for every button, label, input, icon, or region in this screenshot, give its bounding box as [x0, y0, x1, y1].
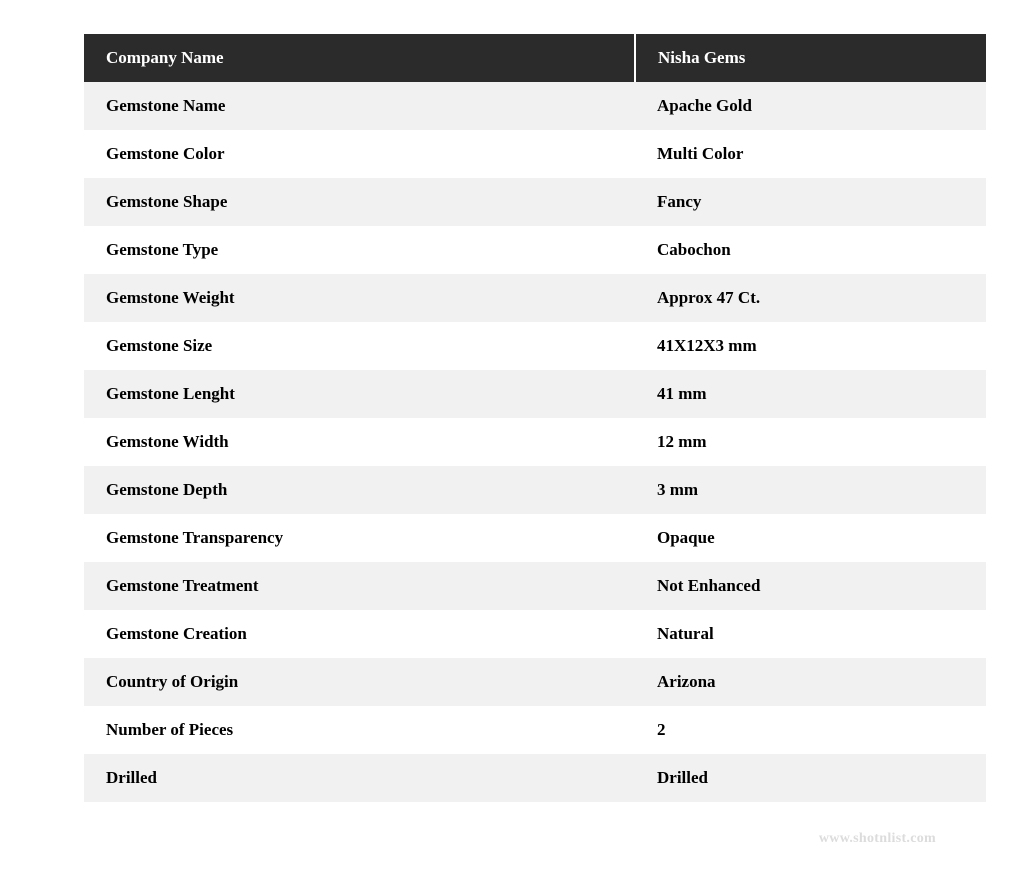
row-label-cell: Gemstone Weight: [84, 274, 635, 322]
table-row: [84, 562, 986, 610]
row-value-cell: Natural: [635, 610, 986, 658]
table-row: [84, 322, 986, 370]
table-row: [84, 226, 986, 274]
table-row: [84, 514, 986, 562]
row-label-cell: Gemstone Transparency: [84, 514, 635, 562]
row-label-cell: Gemstone Name: [84, 82, 635, 130]
row-value-cell: 3 mm: [635, 466, 986, 514]
row-label-cell: Gemstone Size: [84, 322, 635, 370]
row-value-cell: Drilled: [635, 754, 986, 802]
row-value-cell: Multi Color: [635, 130, 986, 178]
table-row: [84, 370, 986, 418]
table-row: [84, 610, 986, 658]
table-row: [84, 274, 986, 322]
row-value-cell: 41 mm: [635, 370, 986, 418]
row-value-cell: Opaque: [635, 514, 986, 562]
header-label-cell: Company Name: [84, 34, 635, 82]
row-label-cell: Gemstone Width: [84, 418, 635, 466]
table-row: [84, 754, 986, 802]
row-value-cell: 2: [635, 706, 986, 754]
table-header-row: [84, 34, 986, 82]
table-row: [84, 82, 986, 130]
row-value-cell: Apache Gold: [635, 82, 986, 130]
row-label-cell: Gemstone Creation: [84, 610, 635, 658]
table-row: [84, 130, 986, 178]
row-value-cell: 12 mm: [635, 418, 986, 466]
row-label-cell: Gemstone Color: [84, 130, 635, 178]
row-label-cell: Country of Origin: [84, 658, 635, 706]
header-value-cell: Nisha Gems: [635, 34, 986, 82]
row-value-cell: Fancy: [635, 178, 986, 226]
table-row: [84, 178, 986, 226]
row-value-cell: 41X12X3 mm: [635, 322, 986, 370]
row-label-cell: Gemstone Depth: [84, 466, 635, 514]
table-row: [84, 418, 986, 466]
row-label-cell: Number of Pieces: [84, 706, 635, 754]
watermark-text: www.shotnlist.com: [818, 831, 936, 846]
row-value-cell: Cabochon: [635, 226, 986, 274]
table-row: [84, 658, 986, 706]
row-label-cell: Drilled: [84, 754, 635, 802]
row-label-cell: Gemstone Lenght: [84, 370, 635, 418]
table-row: [84, 466, 986, 514]
row-label-cell: Gemstone Treatment: [84, 562, 635, 610]
row-label-cell: Gemstone Shape: [84, 178, 635, 226]
table-row: [84, 706, 986, 754]
row-label-cell: Gemstone Type: [84, 226, 635, 274]
row-value-cell: Not Enhanced: [635, 562, 986, 610]
row-value-cell: Approx 47 Ct.: [635, 274, 986, 322]
table-body: [84, 34, 986, 802]
row-value-cell: Arizona: [635, 658, 986, 706]
gemstone-specification-table: [84, 34, 986, 802]
